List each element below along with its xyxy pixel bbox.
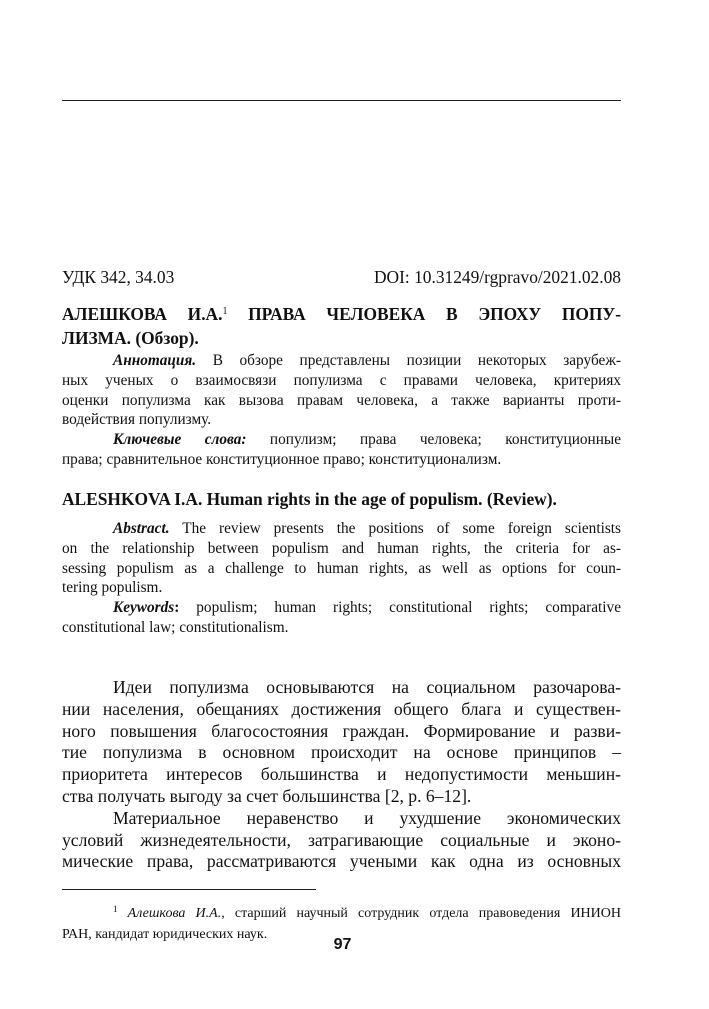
keywords-ru-line: Ключевые слова: популизм; права человека; конституционные	[113, 431, 621, 449]
title-ru-text: ПРАВА ЧЕЛОВЕКА В ЭПОХУ ПОПУ-	[227, 304, 621, 324]
footnote-rule	[62, 889, 316, 890]
abstract-en	[62, 519, 621, 638]
footnote-mark: 1	[113, 904, 118, 914]
body-line: Идеи популизма основываются на социальном разочарова-	[113, 677, 621, 697]
body-text	[62, 677, 621, 873]
doi: DOI: 10.31249/rgpravo/2021.02.08	[374, 267, 621, 287]
keywords-ru-label: Ключевые слова:	[113, 431, 247, 449]
page-number: 97	[333, 936, 352, 953]
footnote-line: РАН, кандидат юридических наук.	[62, 926, 268, 942]
abstract-en-line: tering populism.	[62, 579, 163, 597]
body-line: тие популизма в основном происходит на основе принципов –	[62, 742, 621, 763]
body-line: ства получать выгоду за счет большинства [2, р. 6–12].	[62, 785, 472, 806]
keywords-en-line: constitutional law; constitutionalism.	[62, 618, 289, 636]
annotation-ru	[62, 351, 621, 470]
body-line: Материальное неравенство и ухудшение экономических	[113, 807, 621, 828]
article-title-ru	[62, 300, 621, 350]
keywords-ru-line: права; сравнительное конституционное право; конституционализм.	[62, 450, 502, 468]
annotation-ru-line: оценки популизма как вызова правам человека, а также варианты проти-	[62, 391, 621, 409]
annotation-ru-label: Аннотация.	[113, 352, 197, 369]
abstract-en-line: Abstract. The review presents the positions of some foreign scientists	[113, 520, 621, 537]
udk-code: УДК 342, 34.03	[62, 267, 175, 287]
annotation-ru-line: водействия популизму.	[62, 411, 212, 429]
header-rule	[62, 100, 621, 101]
body-line: условий жизнедеятельности, затрагивающие социальные и эконо-	[62, 829, 621, 850]
annotation-ru-line: Аннотация. В обзоре представлены позиции некоторых зарубеж-	[113, 352, 621, 369]
body-line: мические права, рассматриваются учеными как одна из основных	[62, 851, 621, 872]
keywords-en-line: Keywords: populism; human rights; constitutional rights; comparative	[113, 599, 621, 617]
footnote-line: $^1$ Алешкова И.А., старший научный сотрудник отдела правоведения ИНИОН	[113, 904, 622, 921]
body-line: ного повышения благосостояния граждан. Формирование и разви-	[62, 720, 621, 741]
article-title-en: ALESHKOVA I.A. Human rights in the age of populism. (Review).	[62, 489, 557, 509]
body-line: приоритета интересов большинства и недопустимости меньшин-	[62, 764, 621, 785]
annotation-ru-line: ных ученых о взаимосвязи популизма с правами человека, критериях	[62, 371, 621, 389]
keywords-en-label: Keywords	[113, 599, 175, 617]
abstract-en-label: Abstract.	[113, 520, 170, 537]
abstract-en-line: sessing populism as a challenge to human rights, as well as options for coun-	[62, 559, 621, 577]
author-name-ru: АЛЕШКОВА И.А.	[62, 304, 223, 324]
footnote-author: Алешкова И.А.	[127, 906, 222, 921]
abstract-en-line: on the relationship between populism and human rights, the criteria for as-	[62, 539, 621, 557]
title-ru-line-2: ЛИЗМА. (Обзор).	[62, 327, 199, 348]
body-line: нии населения, обещаниях достижения общего блага и существен-	[62, 698, 621, 719]
title-ru-line-1	[62, 300, 621, 327]
footnote-ref[interactable]: 1	[222, 306, 228, 317]
